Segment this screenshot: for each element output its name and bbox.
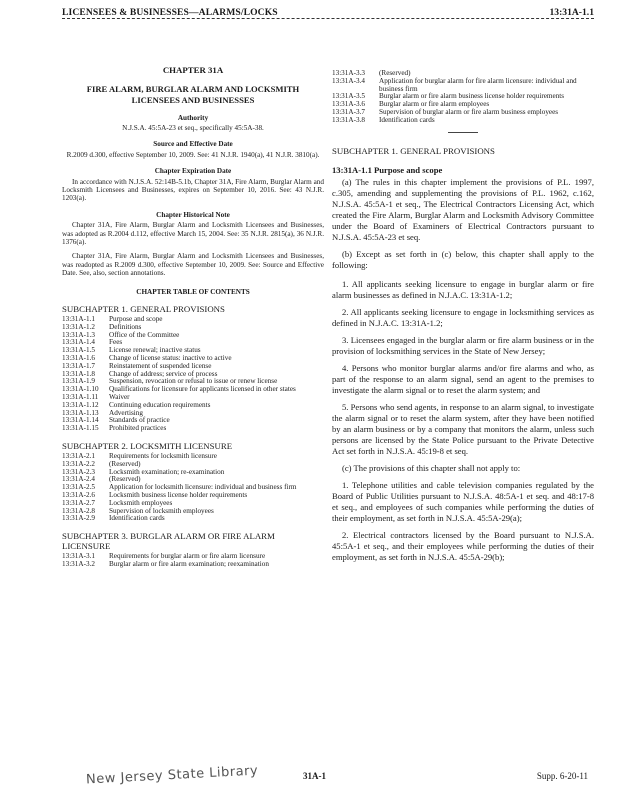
- toc-entry-title: Change of license status: inactive to active: [109, 354, 232, 363]
- toc-entry-number: 13:31A-2.7: [62, 498, 95, 507]
- toc-entry-number: 13:31A-1.6: [62, 354, 95, 363]
- toc-entry-number: 13:31A-3.6: [332, 100, 365, 109]
- toc-entry-title: Identification cards: [379, 115, 435, 124]
- toc-list-3: [62, 553, 324, 569]
- toc-entry-number: 13:31A-1.13: [62, 408, 99, 417]
- paragraph-b1: 1. All applicants seeking licensure to engage in burglar alarm or fire alarm businesses as defined in N.J.A.C. 13:31A-1.2;: [332, 278, 594, 300]
- toc-entry-number: 13:31A-1.5: [62, 346, 95, 355]
- toc-entry: [332, 117, 594, 125]
- toc-entry: [62, 324, 324, 332]
- authority-text: N.J.S.A. 45:5A-23 et seq., specifically 45:5A-38.: [122, 124, 264, 132]
- toc-entry-title: Standards of practice: [109, 416, 170, 425]
- toc-entry-title: Continuing education requirements: [109, 400, 211, 409]
- history-text-2: Chapter 31A, Fire Alarm, Burglar Alarm and Locksmith Licensees and Businesses, was readopted as R.2009 d.300, effective September 10, 2009. See: Source and Effective Date. See, also, section annotations.: [62, 252, 324, 278]
- toc-entry-number: 13:31A-2.6: [62, 491, 95, 500]
- toc-entry-number: 13:31A-2.8: [62, 506, 95, 515]
- toc-list-2: [62, 453, 324, 523]
- toc-entry: [62, 508, 324, 516]
- toc-entry-title: License renewal; inactive status: [109, 346, 201, 355]
- toc-entry: [62, 561, 324, 569]
- toc-entry-title: Burglar alarm or fire alarm business license holder requirements: [379, 92, 565, 101]
- toc-subchapter-1: SUBCHAPTER 1. GENERAL PROVISIONS: [62, 304, 225, 315]
- toc-entry-number: 13:31A-3.4: [332, 76, 365, 85]
- toc-entry-number: 13:31A-3.7: [332, 107, 365, 116]
- toc-entry: [62, 332, 324, 340]
- toc-entry-number: 13:31A-1.14: [62, 416, 99, 425]
- toc-entry-number: 13:31A-1.11: [62, 393, 99, 402]
- toc-entry-title: Waiver: [109, 393, 130, 402]
- paragraph-b4: 4. Persons who monitor burglar alarms and/or fire alarms and who, as part of the response to an alarm signal, send an agent to the premises to investigate the alarm signal or to reset the alarm system; and: [332, 362, 594, 395]
- toc-entry-title: Fees: [109, 338, 123, 347]
- toc-entry-title: Supervision of burglar alarm or fire alarm business employees: [379, 107, 559, 116]
- toc-entry: [62, 453, 324, 461]
- toc-entry: [62, 386, 324, 394]
- subchapter-heading: SUBCHAPTER 1. GENERAL PROVISIONS: [332, 145, 495, 156]
- toc-entry-number: 13:31A-2.9: [62, 514, 95, 523]
- toc-entry: [62, 515, 324, 523]
- paragraph-c1: 1. Telephone utilities and cable television companies regulated by the Board of Public Utilities pursuant to N.J.S.A. 48:5A-1 et seq. and 48:17-8 et seq., and employees of such companies while performing the duties of their employment, as set forth in N.J.S.A. 45:5A-29(a);: [332, 479, 594, 523]
- toc-entry-title: Identification cards: [109, 514, 165, 523]
- section-heading: 13:31A-1.1 Purpose and scope: [332, 164, 443, 175]
- toc-entry-title: Burglar alarm or fire alarm examination; reexamination: [109, 560, 269, 569]
- toc-entry-title: (Reserved): [109, 459, 141, 468]
- chapter-title: FIRE ALARM, BURGLAR ALARM AND LOCKSMITH LICENSEES AND BUSINESSES: [86, 84, 300, 105]
- paragraph-a: (a) The rules in this chapter implement the provisions of P.L. 1997, c.305, amending and supplementing the provisions of P.L. 1962, c.162, N.J.S.A. 45:5A-1 et seq., The Electrical Contractors Licensing Act, which created the Fire Alarm, Burglar Alarm and Locksmith Advisory Committee under the Board of Examiners of Electrical Contractors pursuant to N.J.S.A. 45:5A-23 et seq.: [332, 176, 594, 242]
- header-rule: [62, 18, 594, 19]
- toc-entry: [62, 492, 324, 500]
- page-number: 31A-1: [303, 771, 326, 781]
- source-text: R.2009 d.300, effective September 10, 2009. See: 41 N.J.R. 1940(a), 41 N.J.R. 3810(a).: [66, 150, 320, 159]
- toc-entry: [62, 425, 324, 433]
- paragraph-b: (b) Except as set forth in (c) below, this chapter shall apply to the following:: [332, 248, 594, 270]
- toc-entry-number: 13:31A-1.3: [62, 330, 95, 339]
- toc-entry: [62, 402, 324, 410]
- divider: [448, 132, 478, 133]
- toc-subchapter-3: SUBCHAPTER 3. BURGLAR ALARM OR FIRE ALARM LICENSURE: [62, 531, 275, 552]
- toc-entry-title: Reinstatement of suspended license: [109, 361, 212, 370]
- toc-entry-title: Requirements for burglar alarm or fire alarm licensure: [109, 552, 266, 561]
- header-section: 13:31A-1.1: [549, 7, 594, 18]
- toc-entry-number: 13:31A-3.1: [62, 552, 95, 561]
- toc-subchapter-2: SUBCHAPTER 2. LOCKSMITH LICENSURE: [62, 441, 233, 452]
- history-text-1: Chapter 31A, Fire Alarm, Burglar Alarm and Locksmith Licensees and Businesses, was adopted as R.2004 d.112, effective March 15, 2004. See: 35 N.J.R. 2815(a), 36 N.J.R. 1376(a).: [62, 221, 324, 247]
- toc-entry-number: 13:31A-2.4: [62, 475, 95, 484]
- paragraph-c: (c) The provisions of this chapter shall not apply to:: [342, 462, 521, 473]
- paragraph-c2: 2. Electrical contractors licensed by the Board pursuant to N.J.S.A. 45:5A-1 et seq., and their employees while performing the duties of their employment, as set forth in N.J.S.A. 45:5A-29(b);: [332, 529, 594, 562]
- toc-entry-number: 13:31A-3.5: [332, 92, 365, 101]
- authority-heading: Authority: [177, 113, 209, 122]
- toc-entry-title: Burglar alarm or fire alarm employees: [379, 100, 490, 109]
- toc-entry-title: Purpose and scope: [109, 315, 163, 324]
- toc-entry-number: 13:31A-1.10: [62, 385, 99, 394]
- toc-entry-number: 13:31A-3.3: [332, 69, 365, 77]
- toc-entry-number: 13:31A-3.8: [332, 115, 365, 124]
- left-column: [62, 66, 324, 569]
- toc-entry-title: Office of the Committee: [109, 330, 180, 339]
- supplement-date: Supp. 6-20-11: [536, 771, 588, 781]
- toc-entry: [62, 410, 324, 418]
- paragraph-b5: 5. Persons who send agents, in response to an alarm signal, to investigate the alarm signal or to reset the alarm system, after they have been notified by an alarm business or by a company that monitors the alarm, unless such persons are licensed by the State Police pursuant to the Private Detective Act set forth in N.J.S.A. 45:19-8 et seq.: [332, 401, 594, 456]
- history-heading: Chapter Historical Note: [156, 210, 230, 219]
- toc-entry-title: Prohibited practices: [109, 424, 167, 433]
- toc-entry-number: 13:31A-1.8: [62, 369, 95, 378]
- toc-entry-number: 13:31A-3.2: [62, 560, 95, 569]
- toc-entry-title: Definitions: [109, 322, 142, 331]
- toc-entry-title: Locksmith examination; re-examination: [109, 467, 225, 476]
- toc-entry-number: 13:31A-2.5: [62, 483, 95, 492]
- toc-entry-number: 13:31A-1.1: [62, 315, 95, 324]
- paragraph-b3: 3. Licensees engaged in the burglar alarm or fire alarm business or in the provision of locksmithing services in the State of New Jersey;: [332, 334, 594, 356]
- toc-entry-number: 13:31A-1.7: [62, 361, 95, 370]
- toc-entry: [62, 417, 324, 425]
- toc-entry-title: Change of address; service of process: [109, 369, 218, 378]
- toc-entry: [62, 316, 324, 324]
- toc-entry-number: 13:31A-1.12: [62, 400, 99, 409]
- toc-entry-title: Supervision of locksmith employees: [109, 506, 214, 515]
- toc-entry-title: Qualifications for licensure for applicants licensed in other states: [109, 385, 296, 394]
- toc-entry-number: 13:31A-1.9: [62, 377, 95, 386]
- toc-heading: CHAPTER TABLE OF CONTENTS: [136, 287, 250, 296]
- toc-entry: [332, 109, 594, 117]
- toc-list-1: [62, 316, 324, 433]
- toc-entry-title: Advertising: [109, 408, 143, 417]
- toc-entry-number: 13:31A-1.4: [62, 338, 95, 347]
- source-heading: Source and Effective Date: [153, 140, 233, 149]
- toc-list-3-cont: [332, 70, 594, 125]
- toc-entry-title: Suspension, revocation or refusal to issue or renew license: [109, 377, 278, 386]
- toc-entry-title: Application for locksmith licensure: individual and business firm: [109, 483, 297, 492]
- paragraph-b2: 2. All applicants seeking licensure to engage in locksmithing services as defined in N.J.A.C. 13:31A-1.2;: [332, 306, 594, 328]
- toc-entry: [62, 469, 324, 477]
- header-title: LICENSEES & BUSINESSES—ALARMS/LOCKS: [62, 7, 278, 18]
- toc-entry-title: Application for burglar alarm for fire alarm licensure: individual and business firm: [379, 76, 577, 93]
- toc-entry-title: Locksmith business license holder requirements: [109, 491, 248, 500]
- toc-entry-number: 13:31A-2.2: [62, 459, 95, 468]
- library-stamp: New Jersey State Library: [85, 763, 259, 788]
- right-column: [332, 70, 594, 563]
- toc-entry-title: Requirements for locksmith licensure: [109, 452, 217, 461]
- toc-entry-title: Locksmith employees: [109, 498, 173, 507]
- toc-entry-title: (Reserved): [379, 69, 411, 77]
- expiration-text: In accordance with N.J.S.A. 52:14B-5.1b, Chapter 31A, Fire Alarm, Burglar Alarm and Locksmith Licensees and Businesses, expires on September 10, 2016. See: 43 N.J.R. 1203(a).: [62, 177, 324, 203]
- toc-entry: [332, 78, 594, 94]
- chapter-number: CHAPTER 31A: [162, 65, 224, 75]
- toc-entry-number: 13:31A-1.15: [62, 424, 99, 433]
- toc-entry-number: 13:31A-2.1: [62, 452, 95, 461]
- toc-entry-number: 13:31A-1.2: [62, 322, 95, 331]
- expiration-heading: Chapter Expiration Date: [154, 167, 232, 176]
- toc-entry-number: 13:31A-2.3: [62, 467, 95, 476]
- toc-entry-title: (Reserved): [109, 475, 141, 484]
